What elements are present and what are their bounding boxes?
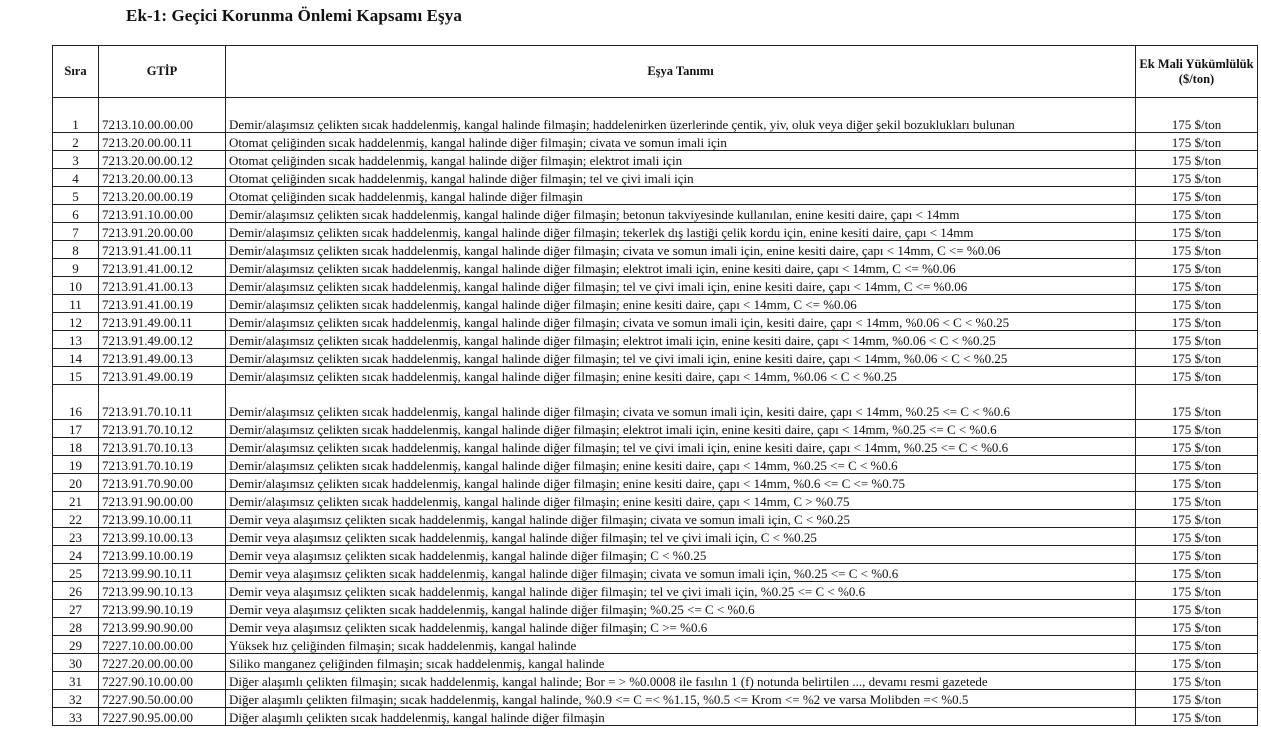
row-description: Otomat çeliğinden sıcak haddelenmiş, kangal halinde diğer filmaşin; tel ve çivi imali için — [226, 169, 1136, 187]
document-title: Ek-1: Geçici Korunma Önlemi Kapsamı Eşya — [126, 6, 462, 25]
table-row — [53, 618, 1258, 636]
table-row — [53, 349, 1258, 367]
row-description: Demir veya alaşımsız çelikten sıcak haddelenmiş, kangal halinde diğer filmaşin; civata ve somun imali için, %0.25 <= C < %0.6 — [226, 564, 1136, 582]
table-row — [53, 277, 1258, 295]
table-header-row — [53, 46, 1258, 98]
row-description: Demir/alaşımsız çelikten sıcak haddelenmiş, kangal halinde diğer filmaşin; civata ve somun imali için, kesiti daire, çapı < 14mm, %0.25 <= C < %0.6 — [226, 385, 1136, 420]
table-row — [53, 672, 1258, 690]
row-fee: 175 $/ton — [1136, 708, 1258, 726]
row-index: 23 — [53, 528, 99, 546]
row-fee: 175 $/ton — [1136, 349, 1258, 367]
row-description: Demir/alaşımsız çelikten sıcak haddelenmiş, kangal halinde diğer filmaşin; enine kesiti daire, çapı < 14mm, %0.6 <= C <= %0.75 — [226, 474, 1136, 492]
row-description: Siliko manganez çeliğinden filmaşin; sıcak haddelenmiş, kangal halinde — [226, 654, 1136, 672]
row-fee: 175 $/ton — [1136, 187, 1258, 205]
table-row — [53, 582, 1258, 600]
row-gtip-code: 7213.91.70.10.19 — [99, 456, 226, 474]
row-gtip-code: 7213.99.10.00.13 — [99, 528, 226, 546]
row-description: Demir/alaşımsız çelikten sıcak haddelenmiş, kangal halinde diğer filmaşin; tekerlek dış lastiği çelik kordu için, enine kesiti daire, çapı < 14mm — [226, 223, 1136, 241]
row-fee: 175 $/ton — [1136, 654, 1258, 672]
row-description: Yüksek hız çeliğinden filmaşin; sıcak haddelenmiş, kangal halinde — [226, 636, 1136, 654]
row-index: 1 — [53, 98, 99, 133]
row-fee: 175 $/ton — [1136, 241, 1258, 259]
row-gtip-code: 7213.20.00.00.13 — [99, 169, 226, 187]
row-index: 29 — [53, 636, 99, 654]
row-gtip-code: 7227.90.95.00.00 — [99, 708, 226, 726]
row-fee: 175 $/ton — [1136, 169, 1258, 187]
row-fee: 175 $/ton — [1136, 438, 1258, 456]
table-body — [53, 98, 1258, 726]
row-gtip-code: 7213.99.90.10.19 — [99, 600, 226, 618]
row-gtip-code: 7213.20.00.00.12 — [99, 151, 226, 169]
row-fee: 175 $/ton — [1136, 672, 1258, 690]
row-description: Demir/alaşımsız çelikten sıcak haddelenmiş, kangal halinde diğer filmaşin; betonun takviyesinde kullanılan, enine kesiti daire, çapı < 14mm — [226, 205, 1136, 223]
row-gtip-code: 7213.91.49.00.12 — [99, 331, 226, 349]
row-fee: 175 $/ton — [1136, 420, 1258, 438]
row-gtip-code: 7227.90.10.00.00 — [99, 672, 226, 690]
row-gtip-code: 7213.91.41.00.12 — [99, 259, 226, 277]
row-gtip-code: 7213.91.70.10.13 — [99, 438, 226, 456]
table-row — [53, 438, 1258, 456]
row-fee: 175 $/ton — [1136, 456, 1258, 474]
row-description: Diğer alaşımlı çelikten sıcak haddelenmiş, kangal halinde diğer filmaşin — [226, 708, 1136, 726]
row-description: Demir/alaşımsız çelikten sıcak haddelenmiş, kangal halinde diğer filmaşin; tel ve çivi imali için, enine kesiti daire, çapı < 14mm, C <= %0.06 — [226, 277, 1136, 295]
row-gtip-code: 7213.91.90.00.00 — [99, 492, 226, 510]
row-fee: 175 $/ton — [1136, 385, 1258, 420]
row-gtip-code: 7213.99.10.00.19 — [99, 546, 226, 564]
row-description: Demir/alaşımsız çelikten sıcak haddelenmiş, kangal halinde diğer filmaşin; tel ve çivi imali için, enine kesiti daire, çapı < 14mm, %0.06 < C < %0.25 — [226, 349, 1136, 367]
row-gtip-code: 7213.10.00.00.00 — [99, 98, 226, 133]
row-index: 5 — [53, 187, 99, 205]
row-index: 7 — [53, 223, 99, 241]
table-row — [53, 510, 1258, 528]
row-gtip-code: 7213.91.41.00.11 — [99, 241, 226, 259]
row-fee: 175 $/ton — [1136, 546, 1258, 564]
table-row — [53, 546, 1258, 564]
row-index: 24 — [53, 546, 99, 564]
table-row — [53, 420, 1258, 438]
row-gtip-code: 7213.91.70.10.12 — [99, 420, 226, 438]
table-row — [53, 98, 1258, 133]
row-gtip-code: 7213.91.41.00.19 — [99, 295, 226, 313]
row-fee: 175 $/ton — [1136, 367, 1258, 385]
row-gtip-code: 7213.20.00.00.19 — [99, 187, 226, 205]
row-fee: 175 $/ton — [1136, 690, 1258, 708]
table-row — [53, 474, 1258, 492]
row-description: Demir/alaşımsız çelikten sıcak haddelenmiş, kangal halinde diğer filmaşin; elektrot imali için, enine kesiti daire, çapı < 14mm, %0.06 < C < %0.25 — [226, 331, 1136, 349]
table-row — [53, 133, 1258, 151]
table-row — [53, 708, 1258, 726]
table-row — [53, 564, 1258, 582]
row-fee: 175 $/ton — [1136, 636, 1258, 654]
row-index: 25 — [53, 564, 99, 582]
row-fee: 175 $/ton — [1136, 600, 1258, 618]
row-fee: 175 $/ton — [1136, 223, 1258, 241]
row-fee: 175 $/ton — [1136, 277, 1258, 295]
row-index: 10 — [53, 277, 99, 295]
row-gtip-code: 7227.10.00.00.00 — [99, 636, 226, 654]
row-fee: 175 $/ton — [1136, 331, 1258, 349]
table-row — [53, 223, 1258, 241]
row-fee: 175 $/ton — [1136, 98, 1258, 133]
row-description: Otomat çeliğinden sıcak haddelenmiş, kangal halinde diğer filmaşin; elektrot imali için — [226, 151, 1136, 169]
row-gtip-code: 7227.20.00.00.00 — [99, 654, 226, 672]
row-description: Otomat çeliğinden sıcak haddelenmiş, kangal halinde diğer filmaşin — [226, 187, 1136, 205]
row-index: 32 — [53, 690, 99, 708]
row-description: Demir veya alaşımsız çelikten sıcak haddelenmiş, kangal halinde diğer filmaşin; C < %0.25 — [226, 546, 1136, 564]
row-gtip-code: 7213.91.70.10.11 — [99, 385, 226, 420]
row-gtip-code: 7213.99.90.90.00 — [99, 618, 226, 636]
row-index: 2 — [53, 133, 99, 151]
row-description: Demir/alaşımsız çelikten sıcak haddelenmiş, kangal halinde diğer filmaşin; enine kesiti daire, çapı < 14mm, %0.25 <= C < %0.6 — [226, 456, 1136, 474]
goods-table — [52, 45, 1258, 726]
table-row — [53, 367, 1258, 385]
row-fee: 175 $/ton — [1136, 205, 1258, 223]
table-row — [53, 295, 1258, 313]
row-gtip-code: 7213.91.20.00.00 — [99, 223, 226, 241]
row-index: 11 — [53, 295, 99, 313]
row-index: 16 — [53, 385, 99, 420]
row-index: 26 — [53, 582, 99, 600]
row-gtip-code: 7213.91.70.90.00 — [99, 474, 226, 492]
row-gtip-code: 7213.20.00.00.11 — [99, 133, 226, 151]
row-index: 9 — [53, 259, 99, 277]
row-fee: 175 $/ton — [1136, 492, 1258, 510]
header-index: Sıra — [53, 46, 99, 98]
row-fee: 175 $/ton — [1136, 564, 1258, 582]
row-fee: 175 $/ton — [1136, 510, 1258, 528]
row-gtip-code: 7213.91.49.00.13 — [99, 349, 226, 367]
row-description: Demir/alaşımsız çelikten sıcak haddelenmiş, kangal halinde filmaşin; haddelenirken üzerlerinde çentik, yiv, oluk veya diğer şekil bozuklukları bulunan — [226, 98, 1136, 133]
row-fee: 175 $/ton — [1136, 474, 1258, 492]
table-row — [53, 600, 1258, 618]
row-fee: 175 $/ton — [1136, 295, 1258, 313]
row-index: 31 — [53, 672, 99, 690]
row-description: Demir veya alaşımsız çelikten sıcak haddelenmiş, kangal halinde diğer filmaşin; tel ve çivi imali için, C < %0.25 — [226, 528, 1136, 546]
table-row — [53, 654, 1258, 672]
row-index: 27 — [53, 600, 99, 618]
header-description: Eşya Tanımı — [226, 46, 1136, 98]
table-row — [53, 492, 1258, 510]
row-description: Demir/alaşımsız çelikten sıcak haddelenmiş, kangal halinde diğer filmaşin; elektrot imali için, enine kesiti daire, çapı < 14mm, %0.25 <= C < %0.6 — [226, 420, 1136, 438]
row-index: 18 — [53, 438, 99, 456]
row-index: 28 — [53, 618, 99, 636]
row-index: 30 — [53, 654, 99, 672]
table-row — [53, 151, 1258, 169]
table-row — [53, 259, 1258, 277]
row-description: Otomat çeliğinden sıcak haddelenmiş, kangal halinde diğer filmaşin; civata ve somun imali için — [226, 133, 1136, 151]
row-gtip-code: 7227.90.50.00.00 — [99, 690, 226, 708]
row-description: Demir/alaşımsız çelikten sıcak haddelenmiş, kangal halinde diğer filmaşin; enine kesiti daire, çapı < 14mm, C <= %0.06 — [226, 295, 1136, 313]
row-description: Demir/alaşımsız çelikten sıcak haddelenmiş, kangal halinde diğer filmaşin; civata ve somun imali için, enine kesiti daire, çapı < 14mm, C <= %0.06 — [226, 241, 1136, 259]
row-description: Diğer alaşımlı çelikten filmaşin; sıcak haddelenmiş, kangal halinde; Bor = > %0.0008 ile fasılın 1 (f) notunda belirtilen ..., devamı resmi gazetede — [226, 672, 1136, 690]
table-row — [53, 241, 1258, 259]
table-row — [53, 636, 1258, 654]
row-description: Demir veya alaşımsız çelikten sıcak haddelenmiş, kangal halinde diğer filmaşin; tel ve çivi imali için, %0.25 <= C < %0.6 — [226, 582, 1136, 600]
row-gtip-code: 7213.91.10.00.00 — [99, 205, 226, 223]
row-index: 17 — [53, 420, 99, 438]
row-description: Demir/alaşımsız çelikten sıcak haddelenmiş, kangal halinde diğer filmaşin; tel ve çivi imali için, enine kesiti daire, çapı < 14mm, %0.25 <= C < %0.6 — [226, 438, 1136, 456]
row-index: 4 — [53, 169, 99, 187]
row-fee: 175 $/ton — [1136, 313, 1258, 331]
table-row — [53, 169, 1258, 187]
row-fee: 175 $/ton — [1136, 528, 1258, 546]
row-fee: 175 $/ton — [1136, 151, 1258, 169]
row-gtip-code: 7213.99.10.00.11 — [99, 510, 226, 528]
row-description: Demir/alaşımsız çelikten sıcak haddelenmiş, kangal halinde diğer filmaşin; civata ve somun imali için, kesiti daire, çapı < 14mm, %0.06 < C < %0.25 — [226, 313, 1136, 331]
row-gtip-code: 7213.99.90.10.11 — [99, 564, 226, 582]
table-row — [53, 313, 1258, 331]
row-description: Demir veya alaşımsız çelikten sıcak haddelenmiş, kangal halinde diğer filmaşin; %0.25 <= C < %0.6 — [226, 600, 1136, 618]
row-index: 21 — [53, 492, 99, 510]
row-fee: 175 $/ton — [1136, 582, 1258, 600]
row-index: 14 — [53, 349, 99, 367]
header-gtip: GTİP — [99, 46, 226, 98]
row-index: 20 — [53, 474, 99, 492]
row-fee: 175 $/ton — [1136, 618, 1258, 636]
row-gtip-code: 7213.91.41.00.13 — [99, 277, 226, 295]
row-index: 13 — [53, 331, 99, 349]
row-index: 15 — [53, 367, 99, 385]
row-index: 22 — [53, 510, 99, 528]
row-gtip-code: 7213.91.49.00.11 — [99, 313, 226, 331]
row-description: Demir/alaşımsız çelikten sıcak haddelenmiş, kangal halinde diğer filmaşin; enine kesiti daire, çapı < 14mm, %0.06 < C < %0.25 — [226, 367, 1136, 385]
table-row — [53, 331, 1258, 349]
table-row — [53, 205, 1258, 223]
row-fee: 175 $/ton — [1136, 133, 1258, 151]
row-description: Demir veya alaşımsız çelikten sıcak haddelenmiş, kangal halinde diğer filmaşin; C >= %0.6 — [226, 618, 1136, 636]
row-description: Demir veya alaşımsız çelikten sıcak haddelenmiş, kangal halinde diğer filmaşin; civata ve somun imali için, C < %0.25 — [226, 510, 1136, 528]
row-index: 19 — [53, 456, 99, 474]
row-index: 12 — [53, 313, 99, 331]
row-gtip-code: 7213.99.90.10.13 — [99, 582, 226, 600]
table-row — [53, 187, 1258, 205]
row-description: Diğer alaşımlı çelikten filmaşin; sıcak haddelenmiş, kangal halinde, %0.9 <= C =< %1.15, %0.5 <= Krom <= %2 ve varsa Molibden =< %0.5 — [226, 690, 1136, 708]
row-index: 33 — [53, 708, 99, 726]
table-row — [53, 456, 1258, 474]
row-index: 6 — [53, 205, 99, 223]
row-gtip-code: 7213.91.49.00.19 — [99, 367, 226, 385]
row-index: 3 — [53, 151, 99, 169]
row-index: 8 — [53, 241, 99, 259]
row-fee: 175 $/ton — [1136, 259, 1258, 277]
table-row — [53, 385, 1258, 420]
header-fee: Ek Mali Yükümlülük ($/ton) — [1136, 46, 1258, 98]
table-row — [53, 690, 1258, 708]
row-description: Demir/alaşımsız çelikten sıcak haddelenmiş, kangal halinde diğer filmaşin; elektrot imali için, enine kesiti daire, çapı < 14mm, C <= %0.06 — [226, 259, 1136, 277]
row-description: Demir/alaşımsız çelikten sıcak haddelenmiş, kangal halinde diğer filmaşin; enine kesiti daire, çapı < 14mm, C > %0.75 — [226, 492, 1136, 510]
table-row — [53, 528, 1258, 546]
